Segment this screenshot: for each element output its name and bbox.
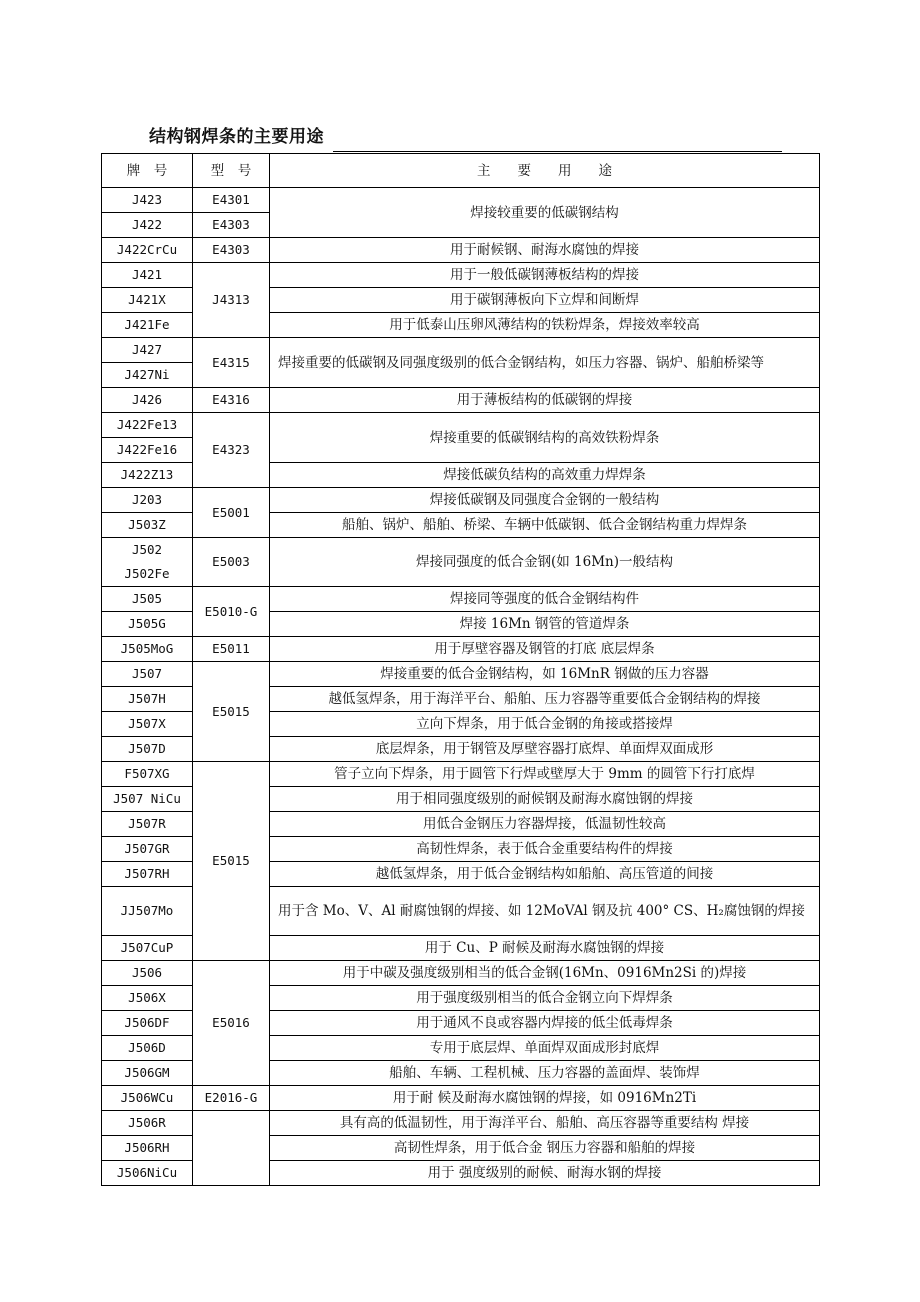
table-row: [102, 762, 820, 787]
use-cell: 用于相同强度级别的耐候钢及耐海水腐蚀钢的焊接: [270, 787, 820, 812]
brand-cell: J507GR: [102, 837, 193, 862]
type-cell: E5015: [193, 762, 270, 961]
use-cell: 焊接重要的低合金钢结构，如 16MnR 钢做的压力容器: [270, 662, 820, 687]
type-cell: E5003: [193, 538, 270, 587]
use-cell: 用于碳钢薄板向下立焊和间断焊: [270, 288, 820, 313]
brand-cell: J506: [102, 961, 193, 986]
use-cell: 管子立向下焊条，用于圆管下行焊或壁厚大于 9mm 的圆管下行打底焊: [270, 762, 820, 787]
type-cell: E4301: [193, 188, 270, 213]
brand-cell: J427Ni: [102, 363, 193, 388]
table-row: [102, 637, 820, 662]
type-cell: E5011: [193, 637, 270, 662]
page-title: 结构钢焊条的主要用途: [149, 127, 324, 147]
header-brand: 牌 号: [102, 154, 193, 188]
brand-cell: J507R: [102, 812, 193, 837]
brand-cell: J422Z13: [102, 463, 193, 488]
brand-cell: J422Fe13: [102, 413, 193, 438]
type-cell: E5010-G: [193, 587, 270, 637]
brand-cell: J506D: [102, 1036, 193, 1061]
use-cell: 焊接重要的低碳钢结构的高效铁粉焊条: [270, 413, 820, 463]
brand-cell: J423: [102, 188, 193, 213]
table-row: [102, 961, 820, 986]
use-cell: 用于耐 候及耐海水腐蚀钢的焊接，如 0916Mn2Ti: [270, 1086, 820, 1111]
use-cell: 用于一般低碳钢薄板结构的焊接: [270, 263, 820, 288]
brand-cell: J422CrCu: [102, 238, 193, 263]
brand-cell: J507H: [102, 687, 193, 712]
use-cell: 焊接重要的低碳钢及同强度级别的低合金钢结构，如压力容器、锅炉、船舶桥梁等: [270, 338, 820, 388]
use-cell: 船舶、锅炉、船舶、桥梁、车辆中低碳钢、低合金钢结构重力焊焊条: [270, 513, 820, 538]
brand-cell: J421Fe: [102, 313, 193, 338]
type-cell: J4313: [193, 263, 270, 338]
type-cell: [193, 1111, 270, 1186]
use-cell: 用于强度级别相当的低合金钢立向下焊焊条: [270, 986, 820, 1011]
brand-cell: J507RH: [102, 862, 193, 887]
brand-cell: J426: [102, 388, 193, 413]
use-cell: 用于 强度级别的耐候、耐海水钢的焊接: [270, 1161, 820, 1186]
type-cell: E5016: [193, 961, 270, 1086]
brand-cell: J507: [102, 662, 193, 687]
brand-cell: JJ507Mo: [102, 887, 193, 936]
table-row: [102, 1086, 820, 1111]
table-row: [102, 188, 820, 213]
header-use: 主 要 用 途: [270, 154, 820, 188]
use-cell: 用于中碳及强度级别相当的低合金钢(16Mn、0916Mn2Si 的)焊接: [270, 961, 820, 986]
brand-cell: J506WCu: [102, 1086, 193, 1111]
title-underline: [333, 151, 782, 152]
table-row: [102, 488, 820, 513]
brand-cell: J506X: [102, 986, 193, 1011]
type-cell: E4316: [193, 388, 270, 413]
use-cell: 具有高的低温韧性，用于海洋平台、船舶、高压容器等重要结构 焊接: [270, 1111, 820, 1136]
brand-line: J502Fe: [124, 566, 170, 581]
brand-cell: J507 NiCu: [102, 787, 193, 812]
type-cell: E4303: [193, 238, 270, 263]
table-row: [102, 338, 820, 363]
use-cell: 焊接 16Mn 钢管的管道焊条: [270, 612, 820, 637]
use-cell: 用于 Cu、P 耐候及耐海水腐蚀钢的焊接: [270, 936, 820, 961]
brand-cell: J203: [102, 488, 193, 513]
brand-cell: J507CuP: [102, 936, 193, 961]
type-cell: E2016-G: [193, 1086, 270, 1111]
use-cell: 高韧性焊条，用于低合金 钢压力容器和船舶的焊接: [270, 1136, 820, 1161]
use-cell: 焊接低碳钢及同强度合金钢的一般结构: [270, 488, 820, 513]
table-row: [102, 1111, 820, 1136]
use-cell: 用于通风不良或容器内焊接的低尘低毒焊条: [270, 1011, 820, 1036]
brand-line: J502: [131, 542, 163, 557]
brand-cell: F507XG: [102, 762, 193, 787]
brand-cell: J505MoG: [102, 637, 193, 662]
table-row: [102, 538, 820, 587]
brand-cell: J506NiCu: [102, 1161, 193, 1186]
use-cell: 用于厚壁容器及钢管的打底 底层焊条: [270, 637, 820, 662]
use-cell: 焊接低碳负结构的高效重力焊焊条: [270, 463, 820, 488]
header-row: [102, 154, 820, 188]
brand-cell: J507X: [102, 712, 193, 737]
type-cell: E4315: [193, 338, 270, 388]
use-cell: 焊接同强度的低合金钢(如 16Mn)一般结构: [270, 538, 820, 587]
use-cell: 用于耐候钢、耐海水腐蚀的焊接: [270, 238, 820, 263]
use-cell: 用低合金钢压力容器焊接，低温韧性较高: [270, 812, 820, 837]
brand-cell: [102, 538, 193, 587]
brand-cell: J421X: [102, 288, 193, 313]
use-cell: 用于薄板结构的低碳钢的焊接: [270, 388, 820, 413]
table-row: [102, 263, 820, 288]
brand-cell: J503Z: [102, 513, 193, 538]
table-row: [102, 388, 820, 413]
brand-cell: J422Fe16: [102, 438, 193, 463]
use-cell: 越低氢焊条，用于海洋平台、船舶、压力容器等重要低合金钢结构的焊接: [270, 687, 820, 712]
table-row: [102, 662, 820, 687]
brand-cell: J506DF: [102, 1011, 193, 1036]
use-cell: 底层焊条，用于钢管及厚壁容器打底焊、单面焊双面成形: [270, 737, 820, 762]
brand-cell: J506GM: [102, 1061, 193, 1086]
type-cell: E5001: [193, 488, 270, 538]
type-cell: E4323: [193, 413, 270, 488]
brand-cell: J427: [102, 338, 193, 363]
brand-cell: J507D: [102, 737, 193, 762]
brand-cell: J505: [102, 587, 193, 612]
header-type: 型 号: [193, 154, 270, 188]
brand-cell: J505G: [102, 612, 193, 637]
use-cell: 用于含 Mo、V、Al 耐腐蚀钢的焊接、如 12MoVAl 钢及抗 400° CS、H₂腐蚀钢的焊接: [270, 887, 820, 936]
table-row: [102, 413, 820, 438]
use-cell: 专用于底层焊、单面焊双面成形封底焊: [270, 1036, 820, 1061]
table-row: [102, 238, 820, 263]
brand-cell: J506R: [102, 1111, 193, 1136]
type-cell: E4303: [193, 213, 270, 238]
electrode-table: [101, 153, 820, 1186]
brand-cell: J506RH: [102, 1136, 193, 1161]
use-cell: 立向下焊条，用于低合金钢的角接或搭接焊: [270, 712, 820, 737]
table-row: [102, 587, 820, 612]
use-cell: 越低氢焊条，用于低合金钢结构如船舶、高压管道的间接: [270, 862, 820, 887]
brand-cell: J422: [102, 213, 193, 238]
use-cell: 焊接同等强度的低合金钢结构件: [270, 587, 820, 612]
use-cell: 船舶、车辆、工程机械、压力容器的盖面焊、装饰焊: [270, 1061, 820, 1086]
type-cell: E5015: [193, 662, 270, 762]
use-cell: 高韧性焊条，表于低合金重要结构件的焊接: [270, 837, 820, 862]
brand-cell: J421: [102, 263, 193, 288]
use-cell: 焊接较重要的低碳钢结构: [270, 188, 820, 238]
use-cell: 用于低泰山压卵风薄结构的铁粉焊条，焊接效率较高: [270, 313, 820, 338]
